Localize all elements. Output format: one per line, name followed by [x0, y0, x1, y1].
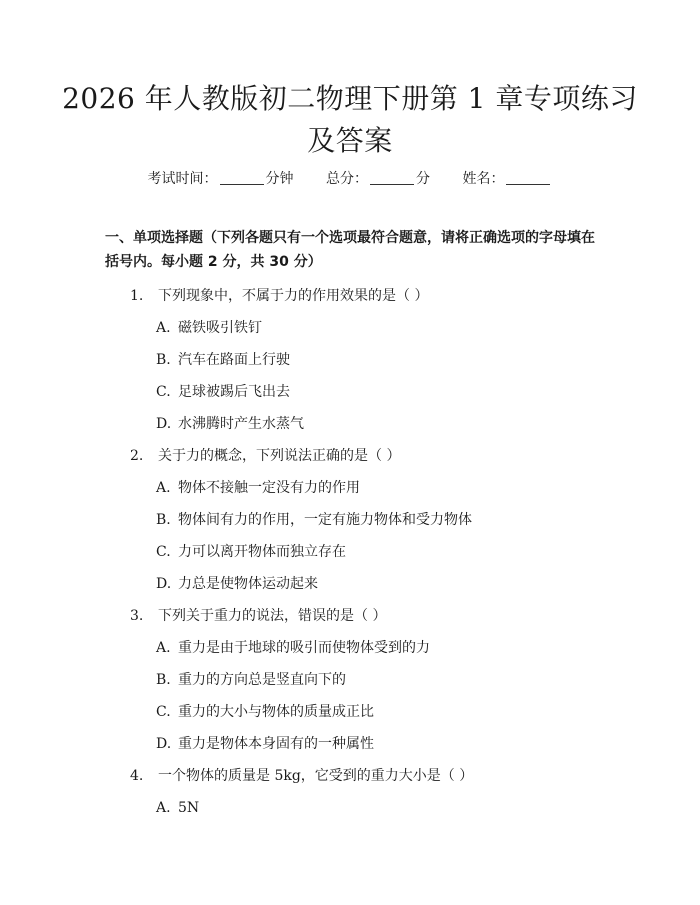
- option-text: 5N: [178, 800, 200, 816]
- option-letter: A.: [156, 640, 171, 656]
- question-text: 关于力的概念，下列说法正确的是（ ）: [158, 448, 401, 464]
- option-text: 重力的大小与物体的质量成正比: [178, 704, 374, 720]
- option-text: 物体间有力的作用，一定有施力物体和受力物体: [178, 512, 472, 528]
- page-title: [60, 78, 640, 162]
- option-text: 物体不接触一定没有力的作用: [178, 480, 360, 496]
- score-unit: 分: [416, 171, 430, 187]
- option-letter: D.: [156, 416, 172, 432]
- question-text: 下列现象中，不属于力的作用效果的是（ ）: [158, 288, 429, 304]
- question-3: [130, 606, 386, 626]
- score-field: [326, 168, 430, 188]
- option-letter: A.: [156, 480, 171, 496]
- option-text: 重力的方向总是竖直向下的: [178, 672, 346, 688]
- option-letter: B.: [156, 672, 171, 688]
- option-2a: [156, 478, 360, 498]
- option-text: 水沸腾时产生水蒸气: [178, 416, 304, 432]
- option-letter: A.: [156, 800, 171, 816]
- time-unit: 分钟: [265, 171, 294, 187]
- option-1b: [156, 350, 290, 370]
- option-text: 重力是由于地球的吸引而使物体受到的力: [178, 640, 430, 656]
- question-text: 一个物体的质量是 5kg，它受到的重力大小是（ ）: [158, 768, 474, 784]
- option-text: 足球被踢后飞出去: [178, 384, 290, 400]
- option-letter: B.: [156, 352, 171, 368]
- option-letter: D.: [156, 736, 172, 752]
- option-text: 重力是物体本身固有的一种属性: [178, 736, 374, 752]
- option-text: 力总是使物体运动起来: [178, 576, 318, 592]
- option-text: 力可以离开物体而独立存在: [178, 544, 346, 560]
- option-letter: C.: [156, 544, 171, 560]
- time-blank: [220, 183, 264, 185]
- option-1c: [156, 382, 290, 402]
- question-1: [130, 286, 428, 306]
- title-line-2: 及答案: [307, 124, 393, 157]
- option-4a: [156, 798, 199, 818]
- score-blank: [370, 183, 414, 185]
- option-letter: C.: [156, 704, 171, 720]
- option-letter: A.: [156, 320, 171, 336]
- name-field: [462, 168, 552, 188]
- name-label: 姓名：: [462, 171, 505, 187]
- option-2d: [156, 574, 318, 594]
- question-text: 下列关于重力的说法，错误的是（ ）: [158, 608, 387, 624]
- option-3a: [156, 638, 430, 658]
- question-number: 2.: [130, 448, 144, 464]
- option-3d: [156, 734, 374, 754]
- option-1a: [156, 318, 262, 338]
- score-label: 总分：: [326, 171, 368, 187]
- title-line-1: 2026 年人教版初二物理下册第 1 章专项练习: [62, 82, 638, 115]
- option-letter: D.: [156, 576, 172, 592]
- option-3b: [156, 670, 346, 690]
- option-1d: [156, 414, 304, 434]
- option-2b: [156, 510, 472, 530]
- time-field: [148, 168, 294, 188]
- question-number: 1.: [130, 288, 144, 304]
- exam-info: [0, 168, 700, 188]
- section-heading: 一、单项选择题（下列各题只有一个选项最符合题意，请将正确选项的字母填在括号内。每小题 2 分，共 30 分）: [105, 230, 595, 270]
- option-letter: B.: [156, 512, 171, 528]
- option-2c: [156, 542, 346, 562]
- time-label: 考试时间：: [147, 171, 218, 187]
- option-text: 汽车在路面上行驶: [178, 352, 290, 368]
- name-blank: [506, 183, 550, 185]
- option-3c: [156, 702, 374, 722]
- question-4: [130, 766, 473, 786]
- question-number: 4.: [130, 768, 144, 784]
- option-text: 磁铁吸引铁钉: [178, 320, 262, 336]
- question-number: 3.: [130, 608, 144, 624]
- question-2: [130, 446, 400, 466]
- option-letter: C.: [156, 384, 171, 400]
